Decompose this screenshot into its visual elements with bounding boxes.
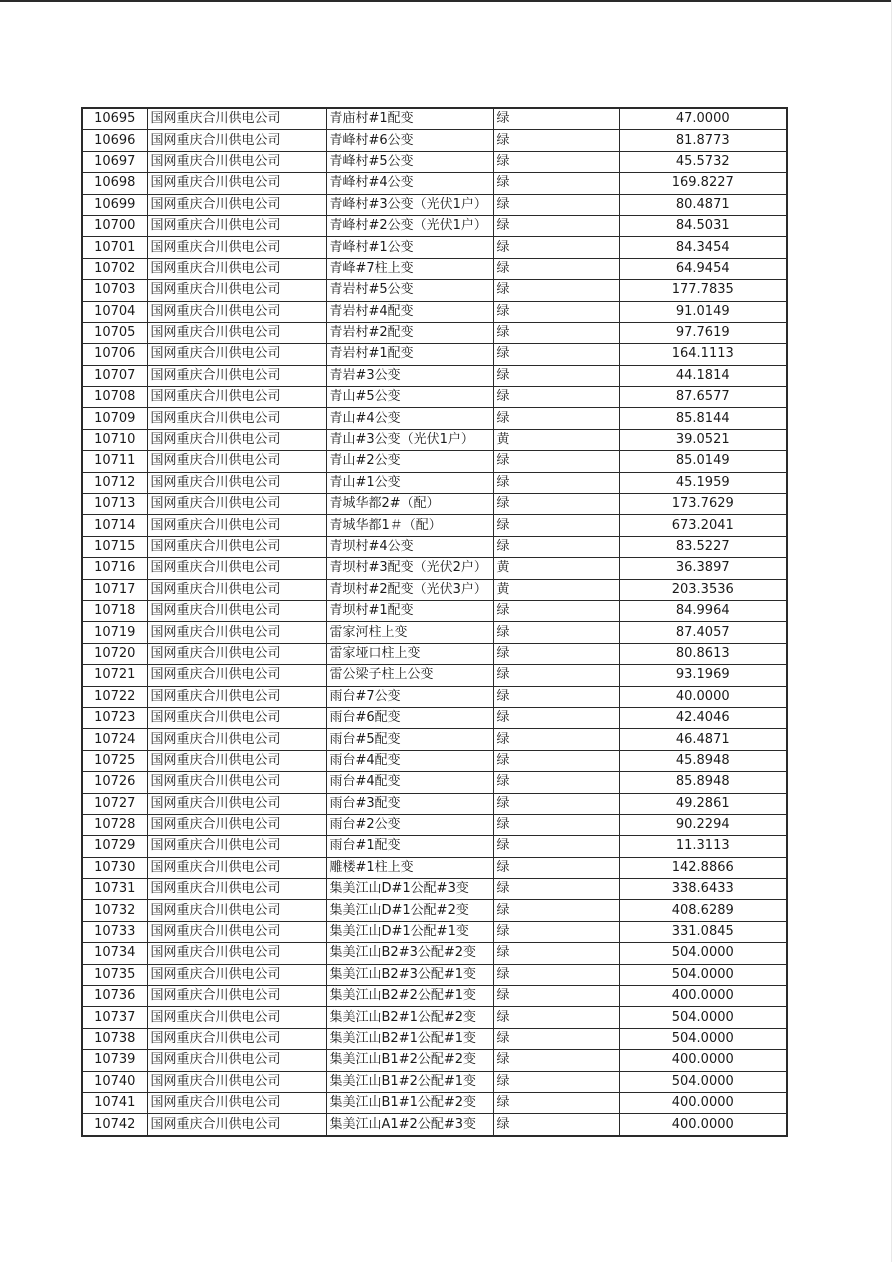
status-cell: 绿: [493, 986, 619, 1007]
transformer-name-cell: 集美江山B1#2公配#2变: [326, 1050, 493, 1071]
table-row: [82, 1114, 787, 1136]
transformer-name-cell: 集美江山B2#1公配#1变: [326, 1028, 493, 1049]
value-cell: 87.6577: [619, 387, 787, 408]
transformer-name-cell: 青峰村#6公变: [326, 130, 493, 151]
row-id-cell: 10697: [82, 151, 147, 172]
row-id-cell: 10702: [82, 258, 147, 279]
table-row: [82, 408, 787, 429]
status-cell: 绿: [493, 622, 619, 643]
value-cell: 80.4871: [619, 194, 787, 215]
transformer-name-cell: 雨台#1配变: [326, 836, 493, 857]
row-id-cell: 10707: [82, 365, 147, 386]
transformer-name-cell: 青山#3公变（光伏1户）: [326, 429, 493, 450]
value-cell: 39.0521: [619, 429, 787, 450]
status-cell: 绿: [493, 215, 619, 236]
row-id-cell: 10705: [82, 322, 147, 343]
status-cell: 绿: [493, 1028, 619, 1049]
company-cell: 国网重庆合川供电公司: [147, 108, 326, 130]
status-cell: 绿: [493, 814, 619, 835]
transformer-name-cell: 青岩村#1配变: [326, 344, 493, 365]
transformer-name-cell: 集美江山B2#3公配#2变: [326, 943, 493, 964]
value-cell: 97.7619: [619, 322, 787, 343]
row-id-cell: 10742: [82, 1114, 147, 1136]
value-cell: 85.8948: [619, 772, 787, 793]
value-cell: 169.8227: [619, 173, 787, 194]
value-cell: 408.6289: [619, 900, 787, 921]
value-cell: 173.7629: [619, 494, 787, 515]
status-cell: 绿: [493, 472, 619, 493]
row-id-cell: 10718: [82, 600, 147, 621]
transformer-name-cell: 青坝村#2配变（光伏3户）: [326, 579, 493, 600]
transformer-name-cell: 青岩村#4配变: [326, 301, 493, 322]
table-row: [82, 1007, 787, 1028]
table-row: [82, 836, 787, 857]
transformer-name-cell: 青峰村#1公变: [326, 237, 493, 258]
table-row: [82, 943, 787, 964]
company-cell: 国网重庆合川供电公司: [147, 536, 326, 557]
value-cell: 84.3454: [619, 237, 787, 258]
value-cell: 504.0000: [619, 1071, 787, 1092]
value-cell: 36.3897: [619, 558, 787, 579]
status-cell: 绿: [493, 772, 619, 793]
transformer-name-cell: 集美江山D#1公配#3变: [326, 879, 493, 900]
value-cell: 338.6433: [619, 879, 787, 900]
transformer-name-cell: 集美江山B1#1公配#2变: [326, 1092, 493, 1113]
company-cell: 国网重庆合川供电公司: [147, 814, 326, 835]
table-row: [82, 173, 787, 194]
value-cell: 87.4057: [619, 622, 787, 643]
transformer-name-cell: 青峰村#5公变: [326, 151, 493, 172]
table-row: [82, 451, 787, 472]
value-cell: 504.0000: [619, 943, 787, 964]
company-cell: 国网重庆合川供电公司: [147, 879, 326, 900]
table-row: [82, 750, 787, 771]
value-cell: 85.0149: [619, 451, 787, 472]
value-cell: 85.8144: [619, 408, 787, 429]
table-row: [82, 921, 787, 942]
transformer-name-cell: 青山#4公变: [326, 408, 493, 429]
company-cell: 国网重庆合川供电公司: [147, 600, 326, 621]
transformer-name-cell: 雨台#4配变: [326, 750, 493, 771]
value-cell: 45.1959: [619, 472, 787, 493]
transformer-name-cell: 雨台#7公变: [326, 686, 493, 707]
status-cell: 绿: [493, 301, 619, 322]
table-row: [82, 729, 787, 750]
row-id-cell: 10738: [82, 1028, 147, 1049]
row-id-cell: 10713: [82, 494, 147, 515]
status-cell: 绿: [493, 600, 619, 621]
company-cell: 国网重庆合川供电公司: [147, 943, 326, 964]
value-cell: 84.5031: [619, 215, 787, 236]
transformer-name-cell: 青岩村#2配变: [326, 322, 493, 343]
row-id-cell: 10712: [82, 472, 147, 493]
row-id-cell: 10701: [82, 237, 147, 258]
status-cell: 绿: [493, 344, 619, 365]
status-cell: 绿: [493, 194, 619, 215]
transformer-name-cell: 雷家垭口柱上变: [326, 643, 493, 664]
status-cell: 绿: [493, 836, 619, 857]
row-id-cell: 10725: [82, 750, 147, 771]
company-cell: 国网重庆合川供电公司: [147, 900, 326, 921]
status-cell: 绿: [493, 964, 619, 985]
row-id-cell: 10708: [82, 387, 147, 408]
company-cell: 国网重庆合川供电公司: [147, 665, 326, 686]
table-row: [82, 301, 787, 322]
table-row: [82, 494, 787, 515]
status-cell: 绿: [493, 237, 619, 258]
company-cell: 国网重庆合川供电公司: [147, 558, 326, 579]
row-id-cell: 10734: [82, 943, 147, 964]
company-cell: 国网重庆合川供电公司: [147, 215, 326, 236]
table-row: [82, 258, 787, 279]
value-cell: 84.9964: [619, 600, 787, 621]
company-cell: 国网重庆合川供电公司: [147, 1028, 326, 1049]
row-id-cell: 10704: [82, 301, 147, 322]
row-id-cell: 10710: [82, 429, 147, 450]
status-cell: 绿: [493, 1007, 619, 1028]
status-cell: 黄: [493, 579, 619, 600]
company-cell: 国网重庆合川供电公司: [147, 622, 326, 643]
company-cell: 国网重庆合川供电公司: [147, 964, 326, 985]
company-cell: 国网重庆合川供电公司: [147, 1007, 326, 1028]
row-id-cell: 10719: [82, 622, 147, 643]
transformer-name-cell: 青坝村#1配变: [326, 600, 493, 621]
value-cell: 504.0000: [619, 1007, 787, 1028]
table-row: [82, 814, 787, 835]
table-row: [82, 365, 787, 386]
value-cell: 80.8613: [619, 643, 787, 664]
transformer-name-cell: 青山#1公变: [326, 472, 493, 493]
company-cell: 国网重庆合川供电公司: [147, 173, 326, 194]
value-cell: 11.3113: [619, 836, 787, 857]
status-cell: 绿: [493, 108, 619, 130]
transformer-name-cell: 雨台#6配变: [326, 707, 493, 728]
transformer-name-cell: 青岩#3公变: [326, 365, 493, 386]
table-row: [82, 665, 787, 686]
status-cell: 绿: [493, 365, 619, 386]
company-cell: 国网重庆合川供电公司: [147, 258, 326, 279]
row-id-cell: 10724: [82, 729, 147, 750]
row-id-cell: 10715: [82, 536, 147, 557]
row-id-cell: 10721: [82, 665, 147, 686]
company-cell: 国网重庆合川供电公司: [147, 1114, 326, 1136]
value-cell: 93.1969: [619, 665, 787, 686]
status-cell: 绿: [493, 1071, 619, 1092]
value-cell: 177.7835: [619, 280, 787, 301]
value-cell: 400.0000: [619, 1092, 787, 1113]
table-row: [82, 472, 787, 493]
transformer-name-cell: 青峰村#4公变: [326, 173, 493, 194]
company-cell: 国网重庆合川供电公司: [147, 1050, 326, 1071]
value-cell: 91.0149: [619, 301, 787, 322]
row-id-cell: 10717: [82, 579, 147, 600]
company-cell: 国网重庆合川供电公司: [147, 772, 326, 793]
company-cell: 国网重庆合川供电公司: [147, 494, 326, 515]
row-id-cell: 10700: [82, 215, 147, 236]
status-cell: 绿: [493, 750, 619, 771]
status-cell: 绿: [493, 322, 619, 343]
status-cell: 绿: [493, 1050, 619, 1071]
company-cell: 国网重庆合川供电公司: [147, 301, 326, 322]
transformer-name-cell: 雨台#2公变: [326, 814, 493, 835]
table-row: [82, 344, 787, 365]
transformer-name-cell: 雨台#5配变: [326, 729, 493, 750]
transformer-name-cell: 青峰村#3公变（光伏1户）: [326, 194, 493, 215]
value-cell: 64.9454: [619, 258, 787, 279]
company-cell: 国网重庆合川供电公司: [147, 515, 326, 536]
company-cell: 国网重庆合川供电公司: [147, 280, 326, 301]
value-cell: 142.8866: [619, 857, 787, 878]
row-id-cell: 10722: [82, 686, 147, 707]
company-cell: 国网重庆合川供电公司: [147, 836, 326, 857]
status-cell: 黄: [493, 429, 619, 450]
table-row: [82, 1050, 787, 1071]
status-cell: 绿: [493, 707, 619, 728]
row-id-cell: 10706: [82, 344, 147, 365]
value-cell: 331.0845: [619, 921, 787, 942]
page-top-rule: [0, 0, 892, 2]
transformer-name-cell: 雨台#4配变: [326, 772, 493, 793]
table-row: [82, 707, 787, 728]
status-cell: 绿: [493, 494, 619, 515]
transformer-name-cell: 雨台#3配变: [326, 793, 493, 814]
value-cell: 44.1814: [619, 365, 787, 386]
status-cell: 绿: [493, 173, 619, 194]
status-cell: 绿: [493, 1114, 619, 1136]
table-row: [82, 857, 787, 878]
table-row: [82, 387, 787, 408]
transformer-name-cell: 青庙村#1配变: [326, 108, 493, 130]
company-cell: 国网重庆合川供电公司: [147, 130, 326, 151]
status-cell: 绿: [493, 857, 619, 878]
value-cell: 45.8948: [619, 750, 787, 771]
company-cell: 国网重庆合川供电公司: [147, 472, 326, 493]
company-cell: 国网重庆合川供电公司: [147, 408, 326, 429]
transformer-name-cell: 集美江山B2#3公配#1变: [326, 964, 493, 985]
company-cell: 国网重庆合川供电公司: [147, 429, 326, 450]
row-id-cell: 10728: [82, 814, 147, 835]
row-id-cell: 10703: [82, 280, 147, 301]
status-cell: 绿: [493, 387, 619, 408]
row-id-cell: 10711: [82, 451, 147, 472]
company-cell: 国网重庆合川供电公司: [147, 322, 326, 343]
status-cell: 绿: [493, 130, 619, 151]
value-cell: 90.2294: [619, 814, 787, 835]
status-cell: 绿: [493, 900, 619, 921]
value-cell: 400.0000: [619, 986, 787, 1007]
row-id-cell: 10737: [82, 1007, 147, 1028]
row-id-cell: 10723: [82, 707, 147, 728]
row-id-cell: 10698: [82, 173, 147, 194]
company-cell: 国网重庆合川供电公司: [147, 1092, 326, 1113]
table-row: [82, 579, 787, 600]
table-row: [82, 237, 787, 258]
transformer-name-cell: 青城华都2#（配）: [326, 494, 493, 515]
row-id-cell: 10732: [82, 900, 147, 921]
transformer-name-cell: 集美江山B2#1公配#2变: [326, 1007, 493, 1028]
row-id-cell: 10696: [82, 130, 147, 151]
status-cell: 绿: [493, 151, 619, 172]
company-cell: 国网重庆合川供电公司: [147, 793, 326, 814]
company-cell: 国网重庆合川供电公司: [147, 344, 326, 365]
table-body: [82, 108, 787, 1136]
table-row: [82, 108, 787, 130]
value-cell: 400.0000: [619, 1050, 787, 1071]
company-cell: 国网重庆合川供电公司: [147, 451, 326, 472]
transformer-name-cell: 青岩村#5公变: [326, 280, 493, 301]
transformer-name-cell: 青峰村#2公变（光伏1户）: [326, 215, 493, 236]
company-cell: 国网重庆合川供电公司: [147, 750, 326, 771]
row-id-cell: 10740: [82, 1071, 147, 1092]
table-row: [82, 280, 787, 301]
status-cell: 绿: [493, 921, 619, 942]
company-cell: 国网重庆合川供电公司: [147, 707, 326, 728]
table-row: [82, 772, 787, 793]
company-cell: 国网重庆合川供电公司: [147, 729, 326, 750]
table-row: [82, 986, 787, 1007]
transformer-name-cell: 集美江山B2#2公配#1变: [326, 986, 493, 1007]
table-row: [82, 600, 787, 621]
table-row: [82, 429, 787, 450]
table-row: [82, 964, 787, 985]
transformer-name-cell: 青坝村#3配变（光伏2户）: [326, 558, 493, 579]
value-cell: 47.0000: [619, 108, 787, 130]
table-row: [82, 686, 787, 707]
row-id-cell: 10735: [82, 964, 147, 985]
row-id-cell: 10699: [82, 194, 147, 215]
company-cell: 国网重庆合川供电公司: [147, 365, 326, 386]
table-row: [82, 643, 787, 664]
row-id-cell: 10726: [82, 772, 147, 793]
table-row: [82, 558, 787, 579]
status-cell: 绿: [493, 258, 619, 279]
table-row: [82, 322, 787, 343]
company-cell: 国网重庆合川供电公司: [147, 387, 326, 408]
table-row: [82, 1071, 787, 1092]
table-row: [82, 1092, 787, 1113]
status-cell: 绿: [493, 943, 619, 964]
company-cell: 国网重庆合川供电公司: [147, 986, 326, 1007]
status-cell: 绿: [493, 686, 619, 707]
table-row: [82, 536, 787, 557]
value-cell: 203.3536: [619, 579, 787, 600]
transformer-capacity-table: [81, 107, 788, 1137]
value-cell: 164.1113: [619, 344, 787, 365]
row-id-cell: 10741: [82, 1092, 147, 1113]
value-cell: 46.4871: [619, 729, 787, 750]
company-cell: 国网重庆合川供电公司: [147, 194, 326, 215]
status-cell: 黄: [493, 558, 619, 579]
table-row: [82, 194, 787, 215]
transformer-name-cell: 集美江山B1#2公配#1变: [326, 1071, 493, 1092]
value-cell: 40.0000: [619, 686, 787, 707]
row-id-cell: 10730: [82, 857, 147, 878]
status-cell: 绿: [493, 451, 619, 472]
value-cell: 673.2041: [619, 515, 787, 536]
value-cell: 42.4046: [619, 707, 787, 728]
status-cell: 绿: [493, 793, 619, 814]
row-id-cell: 10727: [82, 793, 147, 814]
status-cell: 绿: [493, 879, 619, 900]
row-id-cell: 10729: [82, 836, 147, 857]
value-cell: 81.8773: [619, 130, 787, 151]
transformer-name-cell: 集美江山D#1公配#1变: [326, 921, 493, 942]
transformer-name-cell: 雷家河柱上变: [326, 622, 493, 643]
status-cell: 绿: [493, 729, 619, 750]
table-row: [82, 515, 787, 536]
value-cell: 45.5732: [619, 151, 787, 172]
table-row: [82, 215, 787, 236]
table-row: [82, 622, 787, 643]
transformer-name-cell: 集美江山A1#2公配#3变: [326, 1114, 493, 1136]
transformer-name-cell: 雕楼#1柱上变: [326, 857, 493, 878]
company-cell: 国网重庆合川供电公司: [147, 579, 326, 600]
row-id-cell: 10714: [82, 515, 147, 536]
transformer-name-cell: 青山#5公变: [326, 387, 493, 408]
table-row: [82, 1028, 787, 1049]
transformer-name-cell: 雷公梁子柱上公变: [326, 665, 493, 686]
company-cell: 国网重庆合川供电公司: [147, 686, 326, 707]
row-id-cell: 10739: [82, 1050, 147, 1071]
company-cell: 国网重庆合川供电公司: [147, 237, 326, 258]
company-cell: 国网重庆合川供电公司: [147, 643, 326, 664]
row-id-cell: 10733: [82, 921, 147, 942]
table-row: [82, 793, 787, 814]
transformer-name-cell: 青山#2公变: [326, 451, 493, 472]
row-id-cell: 10736: [82, 986, 147, 1007]
value-cell: 83.5227: [619, 536, 787, 557]
company-cell: 国网重庆合川供电公司: [147, 1071, 326, 1092]
status-cell: 绿: [493, 1092, 619, 1113]
row-id-cell: 10709: [82, 408, 147, 429]
company-cell: 国网重庆合川供电公司: [147, 921, 326, 942]
row-id-cell: 10731: [82, 879, 147, 900]
table-row: [82, 900, 787, 921]
status-cell: 绿: [493, 665, 619, 686]
status-cell: 绿: [493, 408, 619, 429]
value-cell: 49.2861: [619, 793, 787, 814]
row-id-cell: 10695: [82, 108, 147, 130]
row-id-cell: 10720: [82, 643, 147, 664]
company-cell: 国网重庆合川供电公司: [147, 151, 326, 172]
value-cell: 400.0000: [619, 1114, 787, 1136]
company-cell: 国网重庆合川供电公司: [147, 857, 326, 878]
row-id-cell: 10716: [82, 558, 147, 579]
status-cell: 绿: [493, 643, 619, 664]
status-cell: 绿: [493, 515, 619, 536]
table-row: [82, 879, 787, 900]
status-cell: 绿: [493, 280, 619, 301]
transformer-name-cell: 集美江山D#1公配#2变: [326, 900, 493, 921]
status-cell: 绿: [493, 536, 619, 557]
table-row: [82, 151, 787, 172]
transformer-name-cell: 青峰#7柱上变: [326, 258, 493, 279]
transformer-name-cell: 青坝村#4公变: [326, 536, 493, 557]
table-row: [82, 130, 787, 151]
transformer-name-cell: 青城华都1＃（配）: [326, 515, 493, 536]
value-cell: 504.0000: [619, 1028, 787, 1049]
value-cell: 504.0000: [619, 964, 787, 985]
